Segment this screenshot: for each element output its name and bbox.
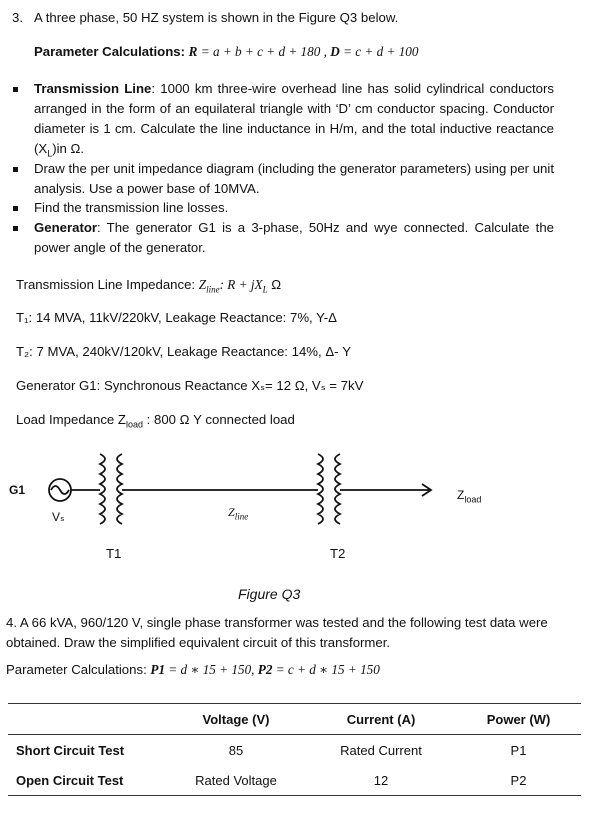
bullet-lead: Generator — [34, 220, 98, 235]
table-row — [8, 735, 581, 766]
zline-label — [228, 505, 248, 521]
bullet-sub: L — [47, 148, 53, 159]
spec-unit: Ω — [267, 277, 282, 292]
q4-parameter-line — [6, 662, 380, 678]
vs-label: Vₛ — [52, 510, 65, 524]
table-cell: 12 — [306, 765, 456, 796]
bullet-marker — [13, 206, 18, 211]
bullet-marker — [13, 87, 18, 92]
table-header-cell: Power (W) — [456, 704, 581, 735]
spec-label: : 800 Ω Y connected load — [143, 412, 295, 427]
zload-sub: load — [464, 494, 482, 505]
bullet-marker — [13, 226, 18, 231]
bullet-losses: Find the transmission line losses. — [34, 200, 229, 215]
table-cell: 85 — [228, 742, 244, 758]
table-header-cell: Current (A) — [306, 704, 456, 735]
spec-t1: T₁: 14 MVA, 11kV/220kV, Leakage Reactance: 7%, Y-Δ — [16, 310, 337, 325]
table-header-cell: Voltage (V) — [166, 704, 306, 735]
param-r-expr: = a + b + c + d + 180 , — [197, 44, 331, 59]
spec-math: Z — [198, 277, 207, 292]
zload-label — [457, 488, 481, 504]
bullet-transmission-line — [34, 79, 554, 164]
spec-t2: T₂: 7 MVA, 240kV/120kV, Leakage Reactance: 14%, Δ- Y — [16, 344, 352, 359]
param-r-symbol: R — [188, 44, 198, 59]
spec-sub: load — [125, 419, 143, 430]
test-data-table — [8, 703, 581, 796]
zline-symbol: Z — [228, 505, 235, 519]
parameter-line — [34, 44, 418, 60]
t2-label: T2 — [330, 546, 346, 561]
t2-primary-coil — [318, 454, 323, 524]
spec-math: : R + jX — [219, 277, 263, 292]
table-row — [8, 765, 581, 796]
bullet-generator — [34, 218, 554, 258]
zload-symbol: Z — [457, 488, 465, 502]
parameter-label: Parameter Calculations: — [34, 44, 189, 59]
spec-generator: Generator G1: Synchronous Reactance Xₛ= 12 Ω, Vₛ = 7kV — [16, 378, 364, 393]
parameter-label: Parameter Calculations: — [6, 662, 151, 677]
t1-secondary-coil — [117, 454, 122, 524]
question-number: 3. — [12, 10, 23, 25]
param-p2-expr: = c + d ∗ 15 + 150 — [272, 662, 380, 677]
spec-load — [16, 412, 295, 430]
spec-label: Load Impedance Z — [16, 412, 126, 427]
spec-line-impedance — [16, 277, 281, 295]
table-cell: Rated Voltage — [166, 765, 306, 796]
bullet-text: : 1000 km three-wire overhead line has solid cylindrical conductors arranged in the form of an equilateral triangle with ‘D’ cm conductor spacing. Conductor diameter is 1 cm. Calculate the line inductance in H/m, and the total inductive reactance (X — [34, 81, 554, 156]
table-cell: Open Circuit Test — [8, 765, 166, 796]
bullet-marker — [13, 167, 18, 172]
figure-caption: Figure Q3 — [238, 586, 301, 602]
bullet-text: : The generator G1 is a 3-phase, 50Hz and wye connected. Calculate the power angle of the generator. — [34, 220, 554, 255]
spec-sub: L — [262, 284, 268, 295]
param-d-expr: = c + d + 100 — [339, 44, 419, 59]
param-p1-symbol: P1 — [150, 662, 166, 677]
table-cell: Short Circuit Test — [16, 742, 125, 758]
question-4-intro: 4. A 66 kVA, 960/120 V, single phase transformer was tested and the following test data were obtained. Draw the simplified equivalent circuit of this transformer. — [6, 615, 548, 650]
bullet-tail: )in Ω. — [52, 141, 85, 156]
spec-sub: line — [206, 284, 220, 295]
table-header-cell — [8, 704, 166, 735]
g1-label: G1 — [9, 483, 26, 497]
param-p2-symbol: P2 — [257, 662, 273, 677]
t1-primary-coil — [100, 454, 105, 524]
t1-label: T1 — [106, 546, 122, 561]
zline-sub: line — [234, 511, 249, 522]
table-cell: P1 — [510, 742, 527, 758]
generator-sine — [51, 486, 69, 494]
spec-label: Transmission Line Impedance: — [16, 277, 199, 292]
table-cell: P2 — [456, 765, 581, 796]
t2-secondary-coil — [335, 454, 340, 524]
circuit-diagram — [0, 438, 615, 568]
bullet-lead: Transmission Line — [34, 81, 152, 96]
bullet-per-unit: Draw the per unit impedance diagram (including the generator parameters) using per unit analysis. Use a power base of 10MVA. — [34, 161, 554, 196]
param-d-symbol: D — [330, 44, 340, 59]
table-header-row — [8, 704, 581, 735]
table-cell: Rated Current — [340, 742, 422, 758]
param-p1-expr: = d ∗ 15 + 150, — [165, 662, 258, 677]
question-intro: A three phase, 50 HZ system is shown in the Figure Q3 below. — [34, 10, 399, 25]
